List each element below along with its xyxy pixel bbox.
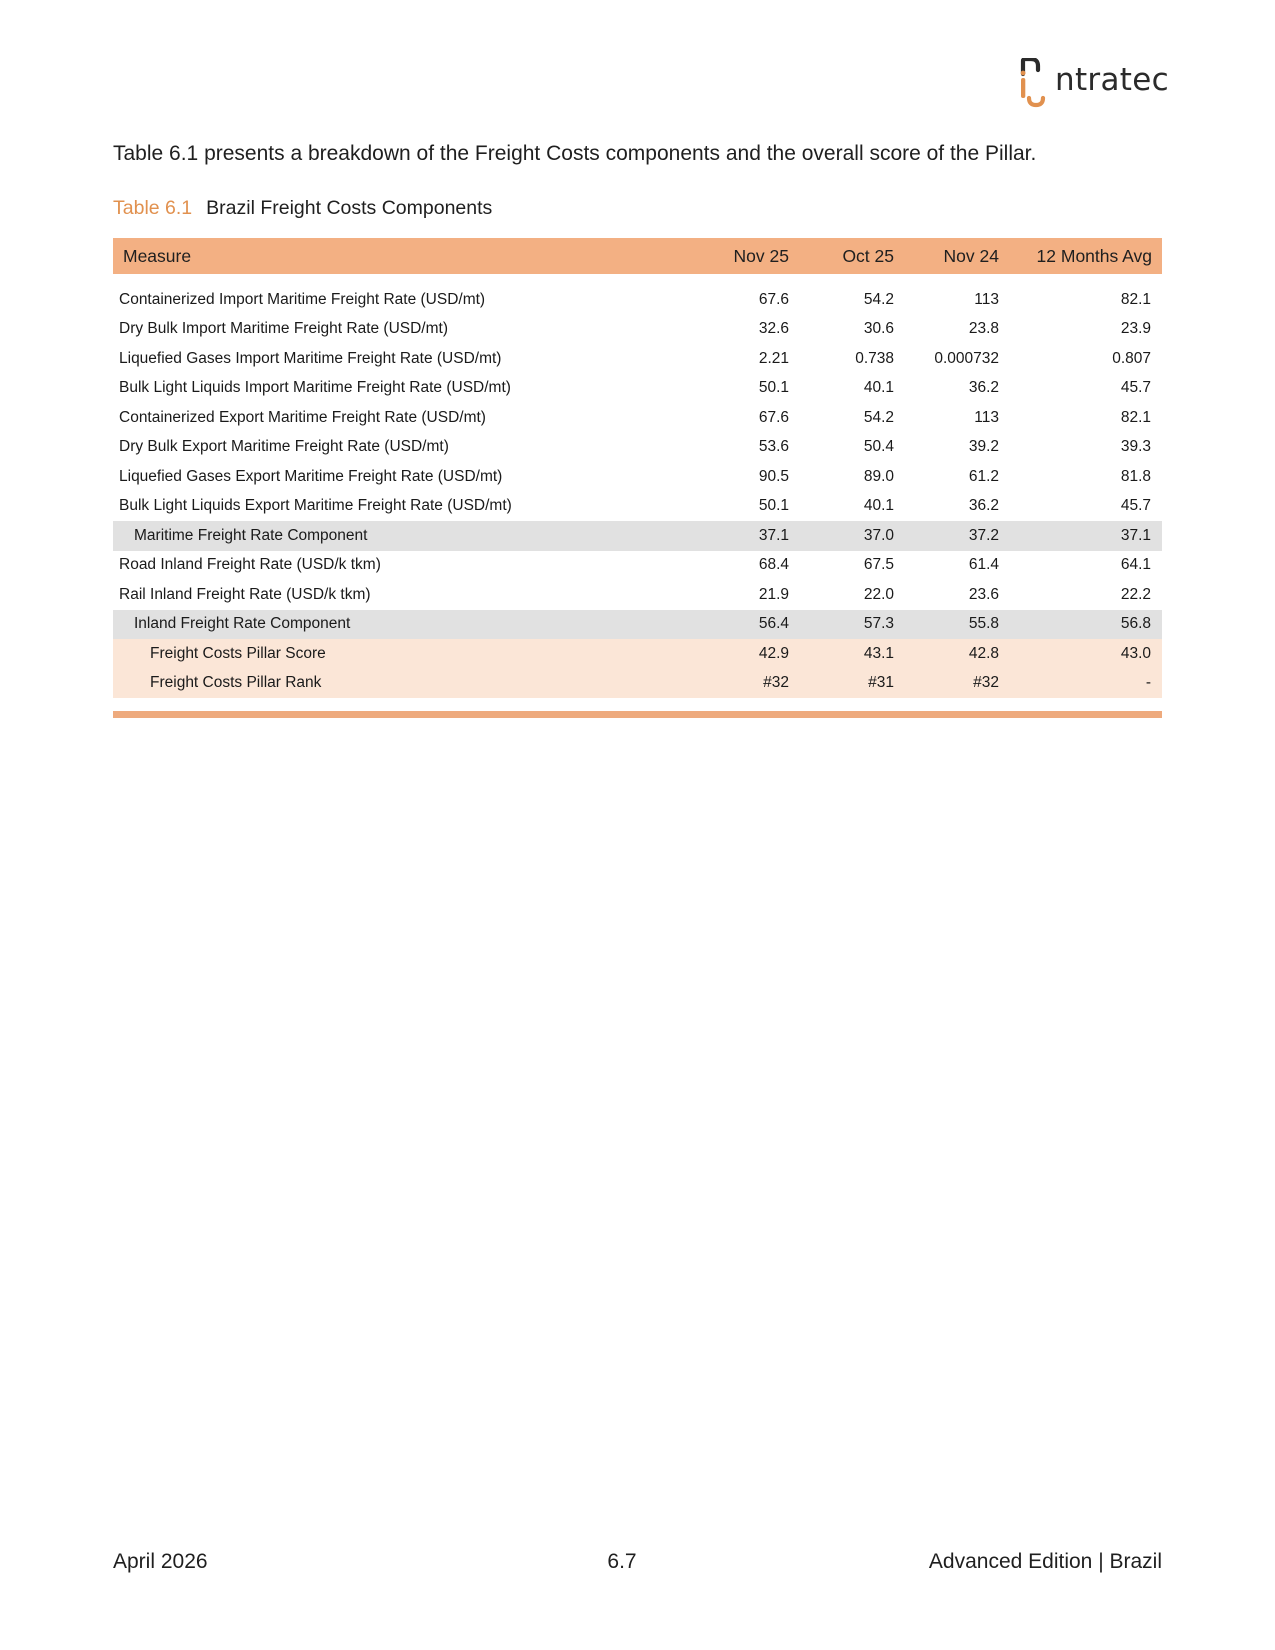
row-label: Containerized Export Maritime Freight Rate (USD/mt) bbox=[119, 408, 486, 426]
cell-value: 82.1 bbox=[1120, 408, 1151, 426]
cell-value: 40.1 bbox=[863, 379, 894, 397]
table-row bbox=[113, 374, 1162, 404]
cell-value: 89.0 bbox=[863, 467, 894, 485]
cell-value: #32 bbox=[973, 674, 999, 692]
table-header-row bbox=[113, 238, 1162, 274]
cell-value: 81.8 bbox=[1120, 467, 1151, 485]
cell-value: 82.1 bbox=[1120, 290, 1151, 308]
cell-value: 23.8 bbox=[968, 320, 999, 338]
cell-value: 53.6 bbox=[758, 438, 789, 456]
table-row bbox=[113, 344, 1162, 374]
row-label: Dry Bulk Import Maritime Freight Rate (USD/mt) bbox=[119, 320, 448, 338]
table-row bbox=[113, 580, 1162, 610]
component-row bbox=[113, 521, 1162, 551]
footer-date: April 2026 bbox=[113, 1550, 208, 1573]
pillar-rank-row bbox=[113, 669, 1162, 699]
row-label: Rail Inland Freight Rate (USD/k tkm) bbox=[119, 585, 371, 603]
cell-value: 23.9 bbox=[1120, 320, 1151, 338]
row-label: Inland Freight Rate Component bbox=[134, 615, 351, 633]
cell-value: 45.7 bbox=[1120, 379, 1151, 397]
cell-value: 61.4 bbox=[968, 556, 999, 574]
cell-value: 39.3 bbox=[1120, 438, 1151, 456]
cell-value: 50.1 bbox=[758, 497, 789, 515]
cell-value: 32.6 bbox=[758, 320, 789, 338]
table-row bbox=[113, 315, 1162, 345]
freight-costs-table bbox=[113, 238, 1162, 718]
cell-value: 42.9 bbox=[758, 644, 789, 662]
logo-wordmark: ntratec bbox=[1055, 62, 1169, 98]
cell-value: 57.3 bbox=[863, 615, 894, 633]
row-label: Dry Bulk Export Maritime Freight Rate (USD/mt) bbox=[119, 438, 449, 456]
cell-value: 67.6 bbox=[758, 290, 789, 308]
table-bottom-rule bbox=[113, 711, 1162, 718]
table-row bbox=[113, 285, 1162, 315]
cell-value: 61.2 bbox=[968, 467, 999, 485]
row-label: Liquefied Gases Export Maritime Freight Rate (USD/mt) bbox=[119, 467, 503, 485]
cell-value: 43.1 bbox=[863, 644, 894, 662]
footer-page-number: 6.7 bbox=[607, 1550, 637, 1573]
header-measure: Measure bbox=[123, 245, 192, 266]
cell-value: 56.8 bbox=[1120, 615, 1151, 633]
header-nov24: Nov 24 bbox=[943, 245, 999, 266]
cell-value: 36.2 bbox=[968, 379, 999, 397]
cell-value: 67.5 bbox=[863, 556, 894, 574]
cell-value: 55.8 bbox=[968, 615, 999, 633]
cell-value: 22.2 bbox=[1120, 585, 1151, 603]
cell-value: 45.7 bbox=[1120, 497, 1151, 515]
cell-value: - bbox=[1145, 674, 1151, 692]
cell-value: 0.807 bbox=[1112, 349, 1151, 367]
pillar-score-row bbox=[113, 639, 1162, 669]
cell-value: 64.1 bbox=[1120, 556, 1151, 574]
cell-value: 37.1 bbox=[758, 526, 789, 544]
intratec-logo bbox=[1019, 58, 1169, 110]
cell-value: 54.2 bbox=[863, 290, 894, 308]
table-row bbox=[113, 433, 1162, 463]
cell-value: #32 bbox=[763, 674, 789, 692]
table-caption bbox=[113, 195, 492, 221]
table-row bbox=[113, 403, 1162, 433]
table-row bbox=[113, 492, 1162, 522]
cell-value: 22.0 bbox=[863, 585, 894, 603]
row-label: Maritime Freight Rate Component bbox=[134, 526, 368, 544]
header-nov25: Nov 25 bbox=[733, 245, 789, 266]
row-label: Bulk Light Liquids Import Maritime Freight Rate (USD/mt) bbox=[119, 379, 511, 397]
component-row bbox=[113, 610, 1162, 640]
cell-value: 50.4 bbox=[863, 438, 894, 456]
intratec-logo-icon bbox=[1019, 58, 1059, 110]
cell-value: 50.1 bbox=[758, 379, 789, 397]
cell-value: 68.4 bbox=[758, 556, 789, 574]
row-label: Freight Costs Pillar Rank bbox=[150, 674, 322, 692]
cell-value: 37.0 bbox=[863, 526, 894, 544]
row-label: Liquefied Gases Import Maritime Freight Rate (USD/mt) bbox=[119, 349, 502, 367]
header-12m-avg: 12 Months Avg bbox=[1036, 245, 1152, 266]
cell-value: 21.9 bbox=[758, 585, 789, 603]
cell-value: 39.2 bbox=[968, 438, 999, 456]
cell-value: 0.000732 bbox=[934, 349, 999, 367]
cell-value: 37.2 bbox=[968, 526, 999, 544]
cell-value: 90.5 bbox=[758, 467, 789, 485]
footer-edition: Advanced Edition | Brazil bbox=[928, 1550, 1162, 1573]
header-oct25: Oct 25 bbox=[842, 245, 894, 266]
table-number: Table 6.1 bbox=[113, 197, 193, 219]
cell-value: 67.6 bbox=[758, 408, 789, 426]
row-label: Freight Costs Pillar Score bbox=[150, 644, 326, 662]
cell-value: 56.4 bbox=[758, 615, 789, 633]
row-label: Road Inland Freight Rate (USD/k tkm) bbox=[119, 556, 381, 574]
cell-value: 2.21 bbox=[758, 349, 789, 367]
row-label: Containerized Import Maritime Freight Rate (USD/mt) bbox=[119, 290, 486, 308]
row-label: Bulk Light Liquids Export Maritime Freight Rate (USD/mt) bbox=[119, 497, 512, 515]
cell-value: #31 bbox=[868, 674, 894, 692]
cell-value: 37.1 bbox=[1120, 526, 1151, 544]
cell-value: 43.0 bbox=[1120, 644, 1151, 662]
cell-value: 23.6 bbox=[968, 585, 999, 603]
cell-value: 113 bbox=[974, 290, 999, 308]
table-row bbox=[113, 551, 1162, 581]
cell-value: 113 bbox=[974, 408, 999, 426]
cell-value: 42.8 bbox=[968, 644, 999, 662]
intro-paragraph: Table 6.1 presents a breakdown of the Freight Costs components and the overall score of the Pillar. bbox=[113, 142, 1037, 165]
table-row bbox=[113, 462, 1162, 492]
cell-value: 54.2 bbox=[863, 408, 894, 426]
cell-value: 36.2 bbox=[968, 497, 999, 515]
cell-value: 0.738 bbox=[855, 349, 894, 367]
cell-value: 40.1 bbox=[863, 497, 894, 515]
table-title: Brazil Freight Costs Components bbox=[206, 197, 493, 219]
cell-value: 30.6 bbox=[863, 320, 894, 338]
